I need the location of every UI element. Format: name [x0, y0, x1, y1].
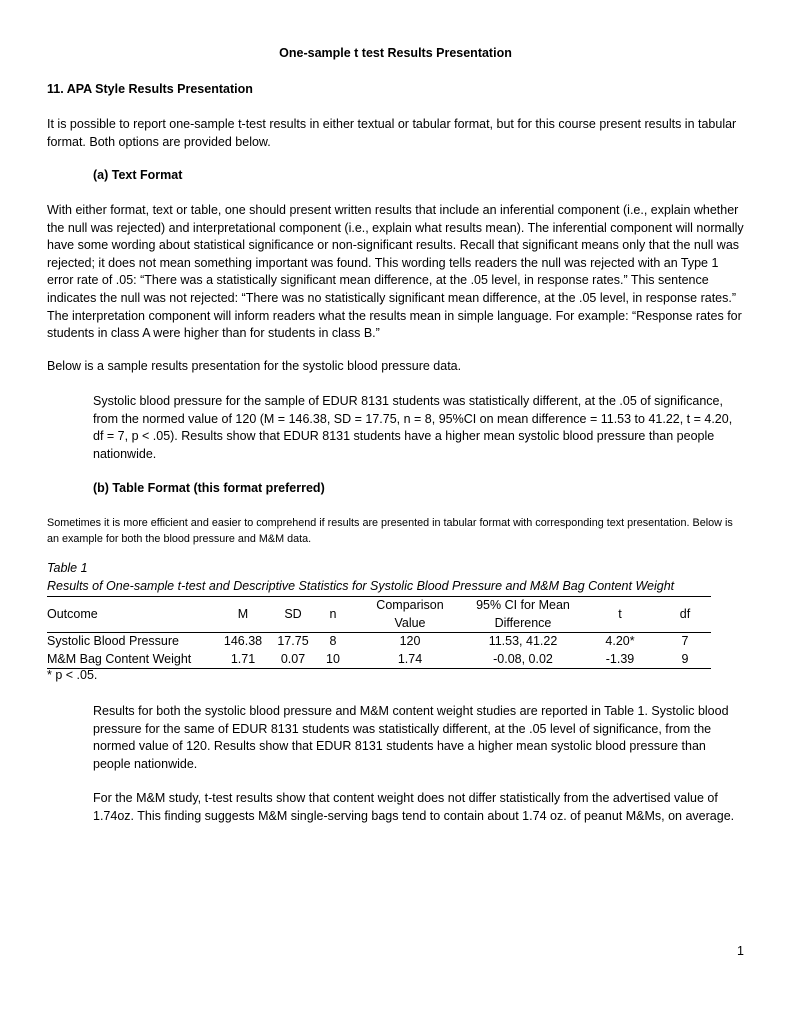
header-outcome: Outcome [47, 597, 211, 633]
header-sd: SD [275, 597, 311, 633]
section-heading: 11. APA Style Results Presentation [47, 82, 253, 96]
header-df: df [659, 597, 711, 633]
cell-n: 10 [311, 651, 355, 669]
results-paragraph-1: Results for both the systolic blood pressure and M&M content weight studies are reported in Table 1. Systolic blood pressure for the same of EDUR 8131 students was statistically different, at the .05 level of significance, from the normed value of 120. Results show that EDUR 8131 students have a higher mean systolic blood pressure than people nationwide. [93, 704, 729, 771]
header-ci-line2: Difference [494, 615, 552, 630]
page-number: 1 [737, 944, 744, 958]
table-format-heading: (b) Table Format (this format preferred) [93, 481, 325, 495]
cell-n: 8 [329, 634, 337, 648]
results-paragraph-2: For the M&M study, t-test results show that content weight does not differ statistically from the advertised value of 1.74oz. This finding suggests M&M single-serving bags tend to contain about 1.74 oz. of peanut M&Ms, on average. [93, 791, 735, 823]
table-note: * p < .05. [47, 668, 98, 682]
cell-outcome: Systolic Blood Pressure [47, 634, 180, 648]
header-n: n [311, 597, 355, 633]
cell-ci: -0.08, 0.02 [465, 651, 581, 669]
sample-results-text: Systolic blood pressure for the sample of EDUR 8131 students was statistically different, at the .05 of significance, from the normed value of 120 (M = 146.38, SD = 17.75, n = 8, 95%CI on mean difference = 11.53 to 41.22, t = 4.20, df = 7, p < .05). Results show that EDUR 8131 students have a higher mean systolic blood pressure than people nationwide. [93, 394, 733, 461]
text-format-heading: (a) Text Format [93, 168, 183, 182]
sample-intro: Below is a sample results presentation for the systolic blood pressure data. [47, 359, 462, 373]
results-table [47, 596, 711, 669]
cell-comparison: 1.74 [355, 651, 465, 669]
header-ci-line1: 95% CI for Mean [476, 598, 570, 612]
table-header-row [47, 597, 711, 633]
cell-comparison: 120 [399, 634, 421, 648]
intro-paragraph: It is possible to report one-sample t-test results in either textual or tabular format, but for this course present results in tabular format. Both options are provided below. [47, 117, 737, 149]
header-t: t [581, 597, 659, 633]
header-m: M [211, 597, 275, 633]
cell-m: 146.38 [223, 634, 263, 648]
header-ci [465, 597, 581, 633]
cell-m: 1.71 [211, 651, 275, 669]
document-title: One-sample t test Results Presentation [279, 46, 512, 60]
header-comparison-line2: Value [394, 615, 426, 630]
cell-outcome: M&M Bag Content Weight [47, 651, 211, 669]
table-caption: Results of One-sample t-test and Descriptive Statistics for Systolic Blood Pressure and M&M Bag Content Weight [47, 579, 675, 593]
table-row [47, 651, 711, 669]
cell-sd: 0.07 [275, 651, 311, 669]
cell-ci: 11.53, 41.22 [488, 634, 558, 648]
header-comparison-value [355, 597, 465, 633]
cell-df: 7 [681, 634, 689, 648]
cell-sd: 17.75 [277, 634, 309, 648]
cell-df: 9 [659, 651, 711, 669]
cell-t: 4.20* [605, 634, 635, 648]
cell-t: -1.39 [581, 651, 659, 669]
header-comparison-line1: Comparison [376, 598, 444, 612]
table-format-paragraph: Sometimes it is more efficient and easier to comprehend if results are presented in tabular format with corresponding text presentation. Below is an example for both the blood pressure and M&M data. [47, 517, 733, 545]
table-label: Table 1 [47, 561, 88, 575]
table-row [47, 633, 711, 651]
text-format-paragraph: With either format, text or table, one should present written results that include an inferential component (i.e., explain whether the null was rejected) and interpretational component (i.e., explain what results mean). The inferential component will normally have some wording about statistical significance or non-significant results. Recall that significant means only that the null was rejected; it does not mean something important was found. This wording tells readers the null was rejected with an Type 1 error rate of .05: “There was a statistically significant mean difference, at the .05 level, in response rates.” This sentence indicates the null was not rejected: “There was no statistically significant mean difference, at the .05 level, in response rates.” The interpretation component will inform readers what the results mean in simple language. For example: “Response rates for students in class A were higher than for students in class B.” [47, 203, 744, 341]
